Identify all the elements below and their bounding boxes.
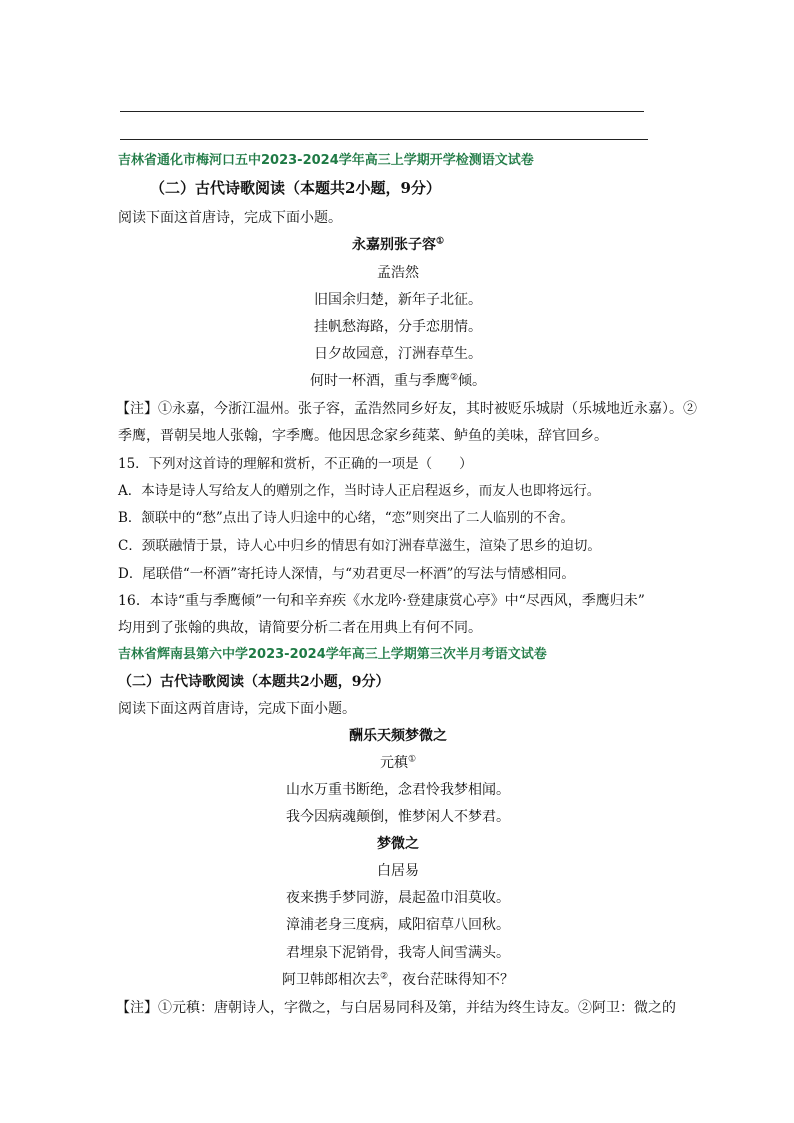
note-2a: 【注】①元稹：唐朝诗人，字微之，与白居易同科及第，并结为终生诗友。②阿卫：微之的 [116, 1000, 676, 1016]
instruction-2: 阅读下面这两首唐诗，完成下面小题。 [118, 701, 356, 717]
question-15-option-d: D．尾联借“一杯酒”寄托诗人深情，与“劝君更尽一杯酒”的写法与情感相同。 [118, 566, 575, 582]
poem-title-2: 酬乐天频梦微之 [349, 728, 447, 744]
answer-line-1 [120, 111, 644, 112]
poem-line: 君埋泉下泥销骨，我寄人间雪满头。 [286, 945, 510, 961]
instruction-1: 阅读下面这首唐诗，完成下面小题。 [118, 210, 342, 226]
poem-line: 挂帆愁海路，分手恋朋情。 [314, 319, 482, 335]
question-15-option-b: B．颔联中的“愁”点出了诗人归途中的心绪，“恋”则突出了二人临别的不舍。 [118, 510, 575, 526]
footnote-marker: ① [435, 236, 445, 247]
question-15-stem: 15．下列对这首诗的理解和赏析，不正确的一项是（ ） [118, 456, 473, 472]
question-15-option-c: C．颈联融情于景，诗人心中归乡的情思有如汀洲春草滋生，渲染了思乡的迫切。 [118, 538, 601, 554]
poem-line: 漳浦老身三度病，咸阳宿草八回秋。 [286, 917, 510, 933]
section-heading-1: （二）古代诗歌阅读（本题共2小题，9分） [150, 179, 441, 197]
poem-title-3: 梦微之 [377, 836, 419, 852]
poem-line: 阿卫韩郎相次去②，夜台茫昧得知不？ [281, 971, 515, 988]
poem-line: 何时一杯酒，重与季鹰②倾。 [309, 372, 487, 389]
question-16-line-1: 16．本诗“重与季鹰倾”一句和辛弃疾《水龙吟·登建康赏心亭》中“尽西风，季鹰归未” [118, 593, 645, 609]
question-15-option-a: A．本诗是诗人写给友人的赠别之作，当时诗人正启程返乡，而友人也即将远行。 [118, 483, 601, 499]
source-title-2: 吉林省辉南县第六中学2023-2024学年高三上学期第三次半月考语文试卷 [118, 647, 547, 662]
poem-line: 旧国余归楚，新年子北征。 [314, 292, 482, 308]
footnote-marker: ② [449, 372, 459, 383]
question-16-line-2: 均用到了张翰的典故，请简要分析二者在用典上有何不同。 [118, 620, 482, 636]
poem-line: 夜来携手梦同游，晨起盈巾泪莫收。 [286, 890, 510, 906]
section-heading-2: （二）古代诗歌阅读（本题共2小题，9分） [118, 674, 390, 690]
footnote-marker: ① [407, 754, 417, 765]
poem-author-3: 白居易 [377, 863, 419, 879]
poem-line: 我今因病魂颠倒，惟梦闲人不梦君。 [286, 809, 510, 825]
poem-author-2: 元稹① [379, 754, 417, 771]
answer-line-2 [120, 139, 648, 140]
poem-line: 日夕故园意，汀洲春草生。 [314, 346, 482, 362]
poem-author-1: 孟浩然 [377, 265, 419, 281]
poem-line: 山水万重书断绝，念君怜我梦相闻。 [286, 782, 510, 798]
footnote-marker: ② [379, 971, 389, 982]
poem-title-1: 永嘉别张子容① [351, 236, 445, 253]
source-title-1: 吉林省通化市梅河口五中2023-2024学年高三上学期开学检测语文试卷 [118, 153, 534, 168]
note-1b: 季鹰，晋朝吴地人张翰，字季鹰。他因思念家乡莼菜、鲈鱼的美味，辞官回乡。 [118, 428, 608, 444]
note-1a: 【注】①永嘉，今浙江温州。张子容，孟浩然同乡好友，其时被贬乐城尉（乐城地近永嘉）。② [116, 401, 697, 417]
